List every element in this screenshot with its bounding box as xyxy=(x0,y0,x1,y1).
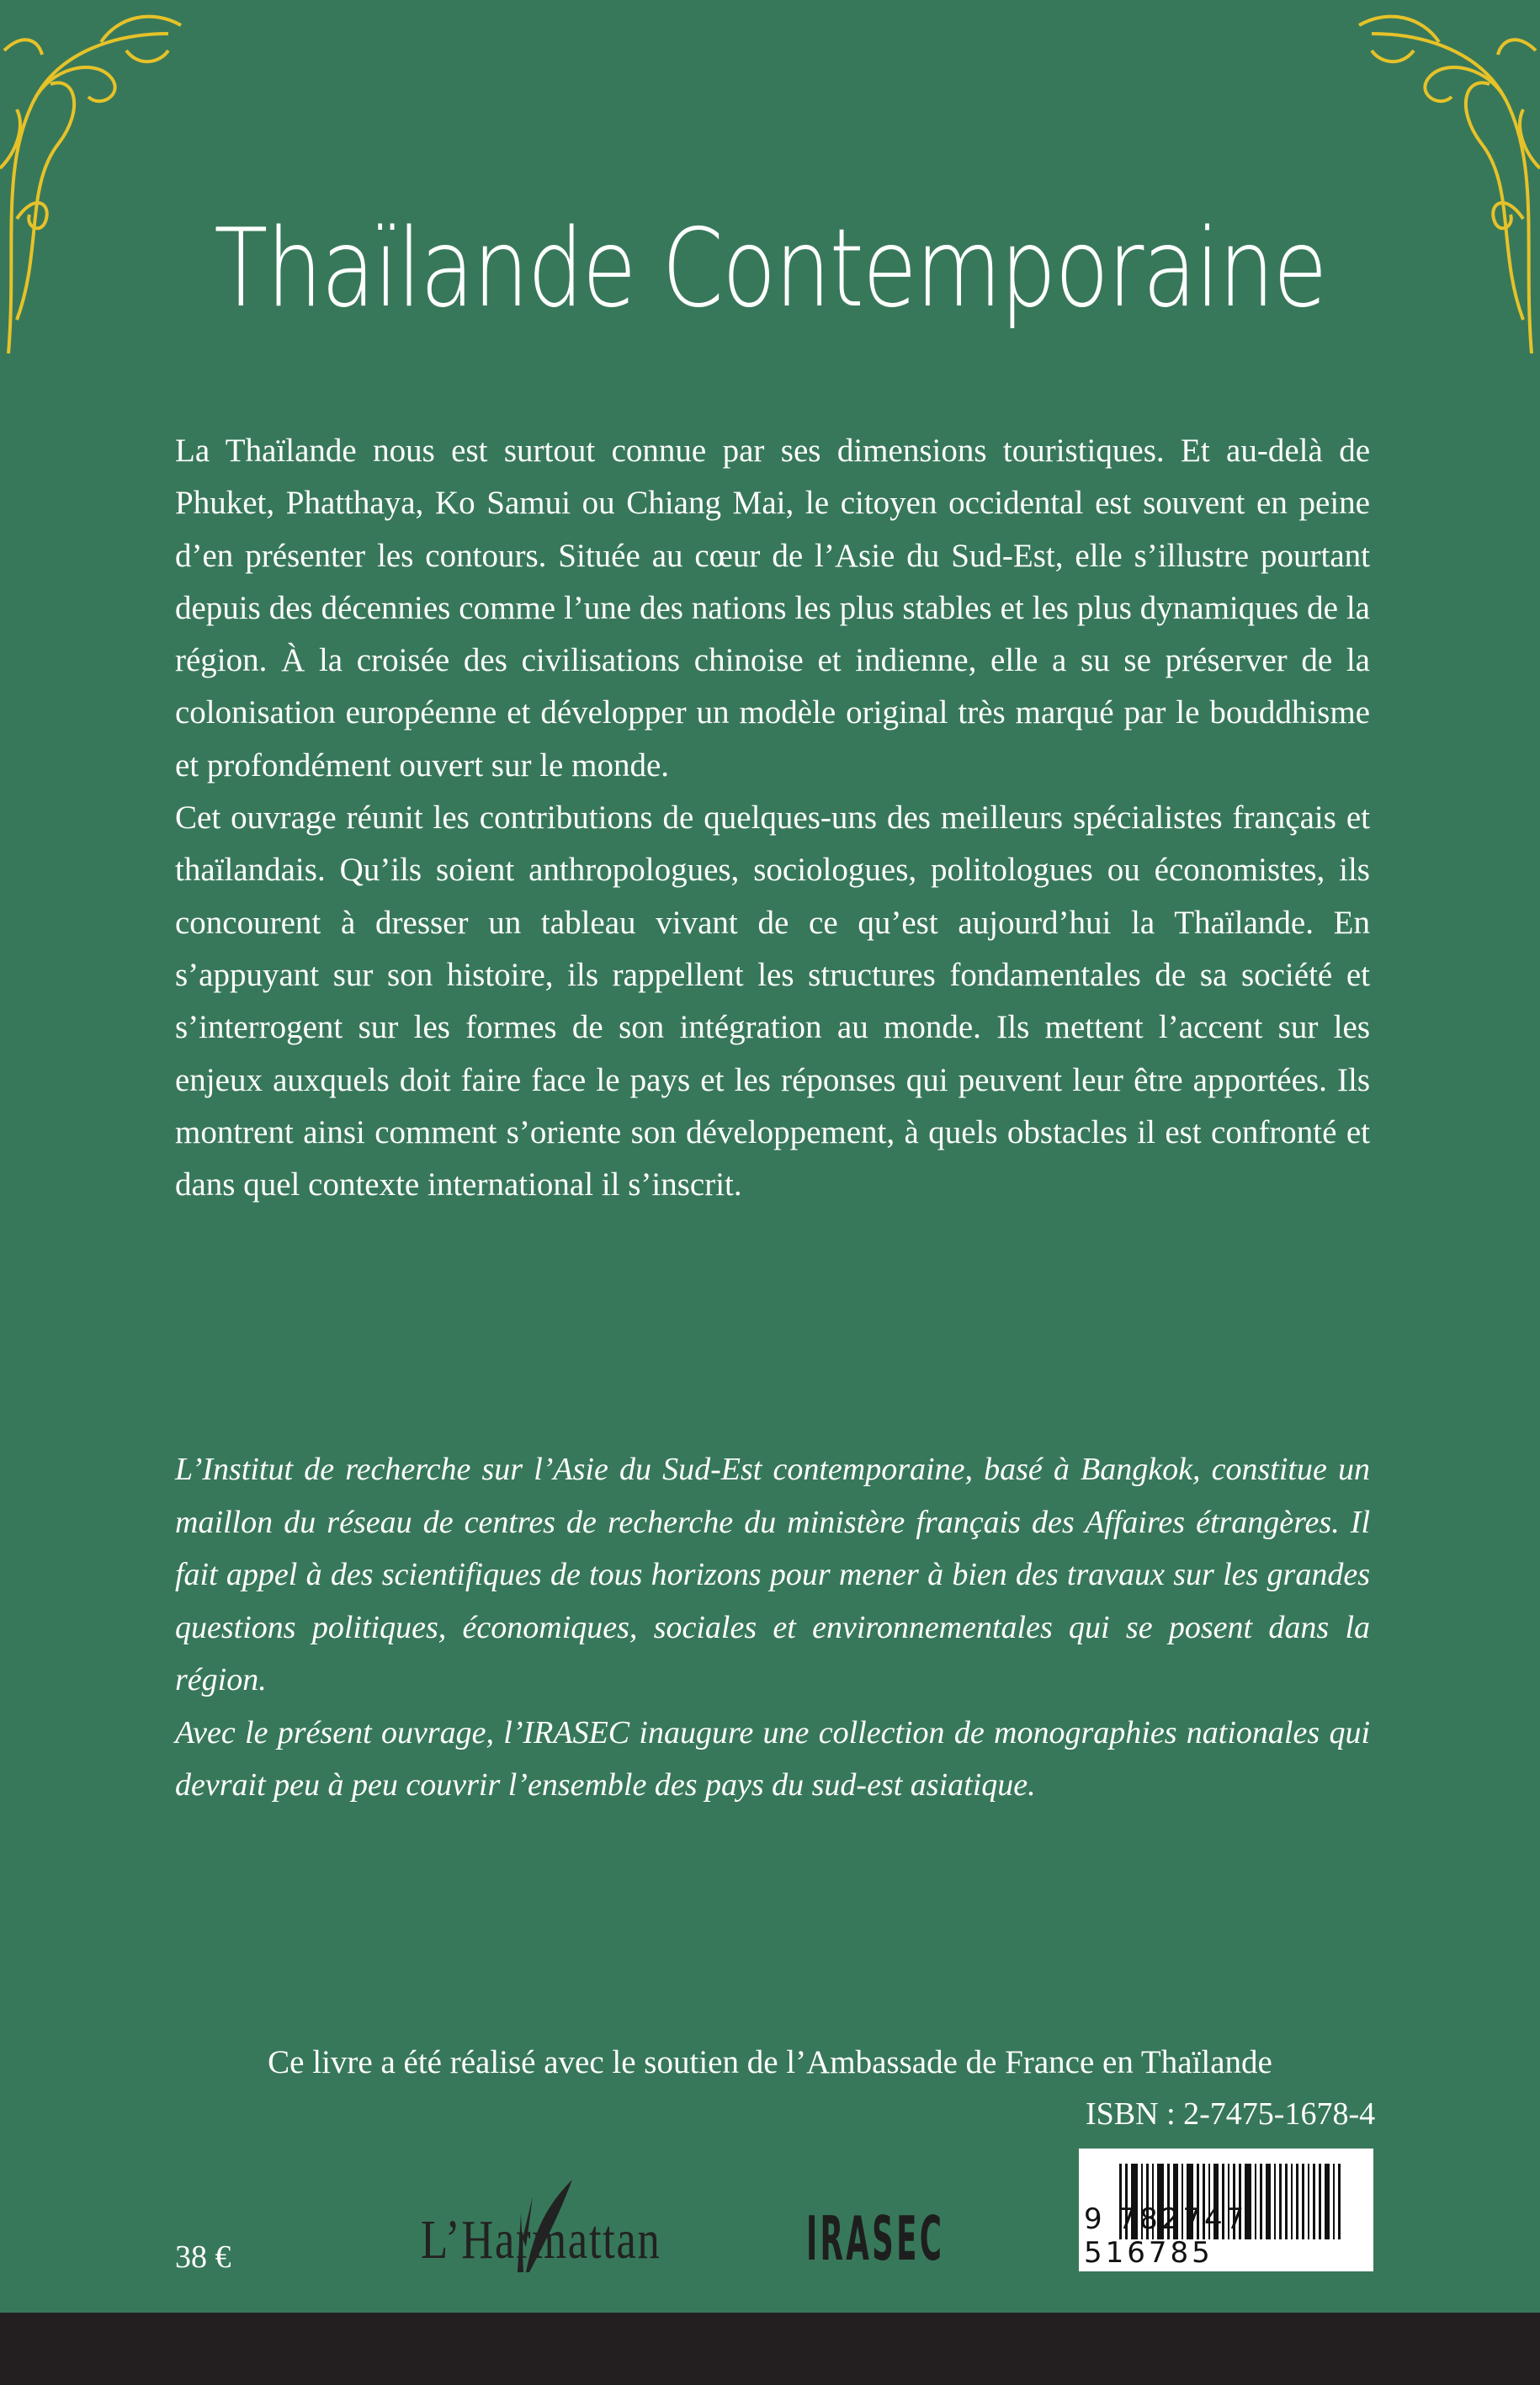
book-description xyxy=(175,425,1370,1211)
isbn: ISBN : 2-7475-1678-4 xyxy=(1086,2096,1376,2132)
barcode xyxy=(1079,2149,1373,2271)
institute-paragraph: L’Institut de recherche sur l’Asie du Sud-Est contemporaine, basé à Bangkok, constitue un maillon du réseau de centres de recherche du ministère français des Affaires étrangères. Il fait appel à des scientifiques de tous horizons pour mener à bien des travaux sur les grandes questions politiques, économiques, sociales et environnementales qui se posent dans la région. xyxy=(175,1452,1370,1697)
description-paragraph: La Thaïlande nous est surtout connue par ses dimensions touristiques. Et au-delà de Phuket, Phatthaya, Ko Samui ou Chiang Mai, le citoyen occidental est souvent en peine d’en présenter les contours. Située au cœur de l’Asie du Sud-Est, elle s’illustre pourtant depuis des décennies comme l’une des nations les plus stables et les plus dynamiques de la région. À la croisée des civilisations chinoise et indienne, elle a su se préserver de la colonisation européenne et développer un modèle original très marqué par le bouddhisme et profondément ouvert sur le monde. xyxy=(175,433,1370,783)
bottom-bar xyxy=(0,2313,1540,2385)
partner-logo: IRASEC xyxy=(806,2203,945,2274)
support-note: Ce livre a été réalisé avec le soutien de l’Ambassade de France en Thaïlande xyxy=(268,2044,1272,2080)
publisher-logo-text: L’Harmattan xyxy=(421,2209,661,2271)
institute-description xyxy=(175,1443,1370,1812)
price: 38 € xyxy=(175,2239,231,2275)
barcode-digits: 9 782747 516785 xyxy=(1084,2202,1248,2270)
book-title: Thaïlande Contemporaine xyxy=(214,206,1326,332)
description-paragraph: Cet ouvrage réunit les contributions de quelques-uns des meilleurs spécialistes français et thaïlandais. Qu’ils soient anthropologues, sociologues, politologues ou économistes, ils concourent à dresser un tableau vivant de ce qu’est aujourd’hui la Thaïlande. En s’appuyant sur son histoire, ils rappellent les structures fondamentales de sa société et s’interrogent sur les formes de son intégration au monde. Ils mettent l’accent sur les enjeux auxquels doit faire face le pays et les réponses qui peuvent leur être apportées. Ils montrent ainsi comment s’oriente son développement, à quels obstacles il est confronté et dans quel contexte international il s’inscrit. xyxy=(175,799,1370,1203)
publisher-logo xyxy=(421,2180,724,2281)
institute-paragraph: Avec le présent ouvrage, l’IRASEC inaugure une collection de monographies nationales qui devrait peu à peu couvrir l’ensemble des pays du sud-est asiatique. xyxy=(175,1714,1370,1803)
